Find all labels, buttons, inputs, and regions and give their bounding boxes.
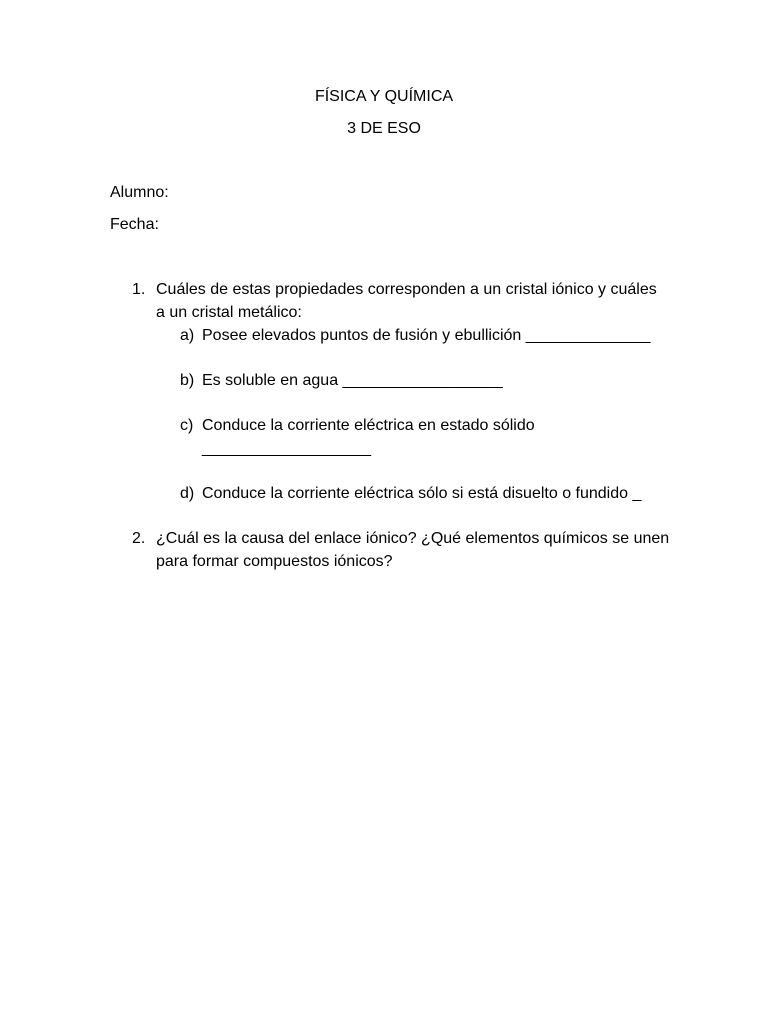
document-header — [0, 86, 768, 150]
question-1-options — [156, 324, 670, 505]
option-letter: a) — [180, 327, 195, 344]
question-number: 1. — [132, 281, 146, 298]
question-number: 2. — [132, 530, 146, 547]
option-text: Conduce la corriente eléctrica en estado sólido ___________________ — [202, 417, 535, 457]
option-letter: d) — [180, 485, 195, 502]
option-d — [156, 482, 670, 505]
document-title: FÍSICA Y QUÍMICA — [314, 88, 454, 105]
option-c — [156, 414, 670, 460]
course-level: 3 DE ESO — [347, 120, 421, 137]
date-label: Fecha: — [110, 216, 159, 233]
option-text: Es soluble en agua __________________ — [202, 372, 503, 389]
question-text: ¿Cuál es la causa del enlace iónico? ¿Qué elementos químicos se unen para formar compuestos iónicos? — [156, 530, 670, 570]
question-2 — [110, 527, 670, 573]
option-text: Posee elevados puntos de fusión y ebullición ______________ — [202, 327, 651, 344]
question-list — [110, 278, 670, 573]
question-1 — [110, 278, 670, 505]
student-name-label: Alumno: — [110, 184, 169, 201]
option-letter: b) — [180, 372, 195, 389]
question-text: Cuáles de estas propiedades corresponden a un cristal iónico y cuáles a un cristal metálico: — [156, 281, 657, 321]
option-letter: c) — [180, 417, 194, 434]
option-text: Conduce la corriente eléctrica sólo si está disuelto o fundido _ — [202, 485, 642, 502]
option-a — [156, 324, 670, 347]
option-b — [156, 369, 670, 392]
